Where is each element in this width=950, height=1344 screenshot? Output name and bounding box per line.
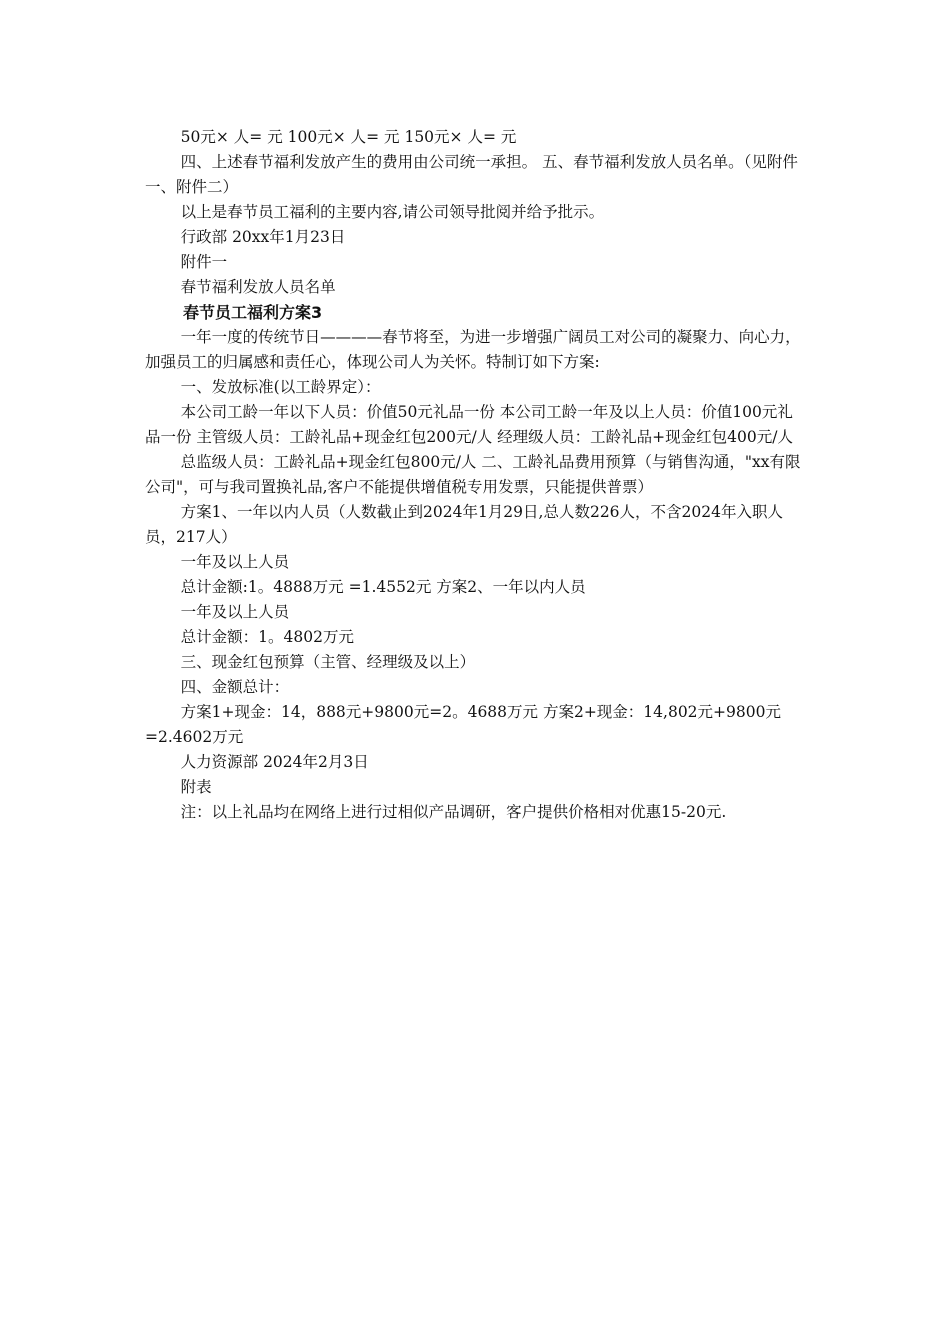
paragraph-amount-total: 方案1+现金：14，888元+9800元=2。4688万元 方案2+现金：14,802元+9800元=2.4602万元 [145,703,781,746]
paragraph-director-budget: 总监级人员：工龄礼品+现金红包800元/人 二、工龄礼品费用预算（与销售沟通，"xx有限公司"，可与我司置换礼品,客户不能提供增值税专用发票，只能提供普票） [145,453,801,496]
paragraph-signature-admin: 行政部 20xx年1月23日 [180,228,346,246]
paragraph-appendix: 附表 [180,778,212,796]
paragraph-one-year-plus-1: 一年及以上人员 [180,553,290,571]
paragraph-attachment-title: 春节福利发放人员名单 [180,278,336,296]
paragraph-note: 注：以上礼品均在网络上进行过相似产品调研，客户提供价格相对优惠15-20元. [180,803,727,821]
paragraph-summary: 以上是春节员工福利的主要内容,请公司领导批阅并给予批示。 [180,203,605,221]
paragraph-red-packet: 三、现金红包预算（主管、经理级及以上） [180,653,476,671]
paragraph-total-2: 总计金额：1。4802万元 [180,628,354,646]
paragraph-signature-hr: 人力资源部 2024年2月3日 [180,753,369,771]
paragraph-attachment-1: 附件一 [180,253,228,271]
paragraph-standard-detail: 本公司工龄一年以下人员：价值50元礼品一份 本公司工龄一年及以上人员：价值100元礼品一份 主管级人员：工龄礼品+现金红包200元/人 经理级人员：工龄礼品+现金红包400元/人 [145,403,793,446]
paragraph-amount-total-title: 四、金额总计： [180,678,290,696]
document-page [145,125,805,825]
section-heading: 春节员工福利方案3 [183,303,323,322]
paragraph-total-1: 总计金额:1。4888万元 =1.4552元 方案2、一年以内人员 [180,578,586,596]
paragraph-cost-bearing: 四、上述春节福利发放产生的费用由公司统一承担。 五、春节福利发放人员名单。（见附件一、附件二） [145,153,798,196]
paragraph-amount-calc: 50元× 人= 元 100元× 人= 元 150元× 人= 元 [180,128,517,146]
paragraph-intro: 一年一度的传统节日————春节将至，为进一步增强广阔员工对公司的凝聚力、向心力，加强员工的归属感和责任心，体现公司人为关怀。特制订如下方案: [145,328,801,371]
paragraph-plan-1: 方案1、一年以内人员（人数截止到2024年1月29日,总人数226人，不含2024年入职人员，217人） [145,503,783,546]
paragraph-one-year-plus-2: 一年及以上人员 [180,603,290,621]
paragraph-standard-title: 一、发放标准(以工龄界定）： [180,378,381,396]
